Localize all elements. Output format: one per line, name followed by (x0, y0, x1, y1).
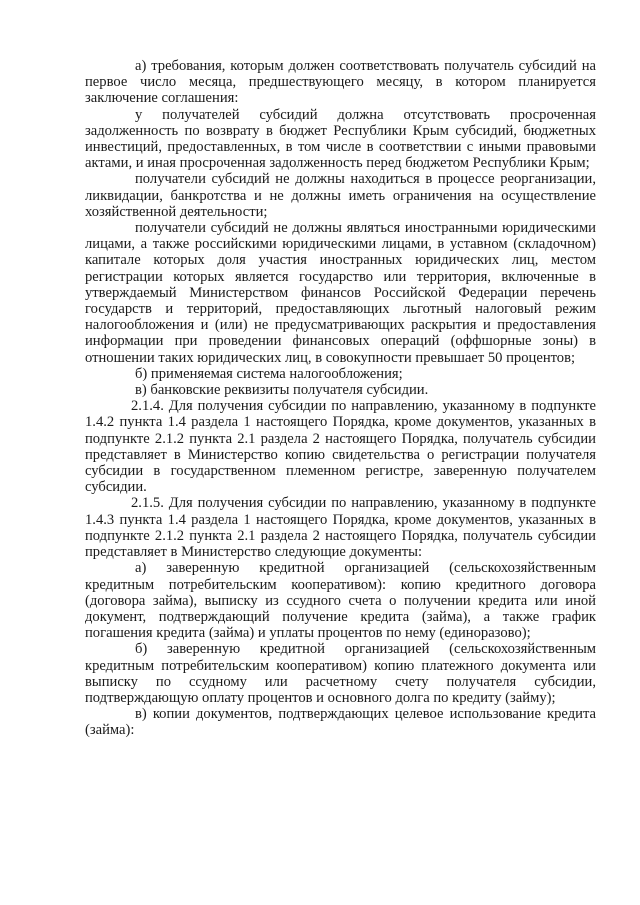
paragraph-bank-details: в) банковские реквизиты получателя субсидии. (135, 382, 429, 399)
paragraph-2-1-4: 2.1.4. Для получения субсидии по направлению, указанному в подпункте 1.4.2 пункта 1.4 раздела 1 настоящего Порядка, кроме документов, указанных в подпункте 2.1.2 пункта 2.1 раздела 2 настоящего Порядка, получатель субсидии представляет в Министерство копию свидетельства о регистрации получателя субсидии в государственном племенном регистре, заверенную получателем субсидии. (85, 398, 596, 496)
paragraph-item-b: б) заверенную кредитной организацией (сельскохозяйственным кредитным потребительским кооперативом) копию платежного документа или выписку по ссудному или расчетному счету получателя субсидии, подтверждающую оплату процентов и основного долга по кредиту (займу); (85, 641, 596, 706)
paragraph-no-overdue-debt: у получателей субсидий должна отсутствовать просроченная задолженность по возврату в бюджет Республики Крым субсидий, бюджетных инвестиций, предоставленных, в том числе в соответствии с иными правовыми актами, и иная просроченная задолженность перед бюджетом Республики Крым; (85, 106, 596, 172)
paragraph-requirements-intro: а) требования, которым должен соответствовать получатель субсидий на первое число месяца, предшествующего месяцу, в котором планируется заключение соглашения: (85, 58, 596, 107)
paragraph-item-v: в) копии документов, подтверждающих целевое использование кредита (займа): (85, 706, 596, 739)
paragraph-not-foreign-entity: получатели субсидий не должны являться иностранными юридическими лицами, а также российскими юридическими лицами, в уставном (складочном) капитале которых доля участия иностранных юридических лиц, местом регистрации которых является государство или территория, включенные в утверждаемый Министерством финансов Российской Федерации перечень государств и территорий, предоставляющих льготный налоговый режим налогообложения и (или) не предусматривающих раскрытия и предоставления информации при проведении финансовых операций (оффшорные зоны) в отношении таких юридических лиц, в совокупности превышает 50 процентов; (85, 220, 596, 366)
document-body (85, 58, 596, 739)
paragraph-tax-system: б) применяемая система налогообложения; (135, 365, 403, 382)
paragraph-item-a: а) заверенную кредитной организацией (сельскохозяйственным кредитным потребительским кооперативом): копию кредитного договора (договора займа), выписку из ссудного счета о получении кредита или иной документ, подтверждающий получение кредита (займа), а также график погашения кредита (займа) и уплаты процентов по нему (единоразово); (85, 560, 596, 642)
paragraph-2-1-5: 2.1.5. Для получения субсидии по направлению, указанному в подпункте 1.4.3 пункта 1.4 раздела 1 настоящего Порядка, кроме документов, указанных в подпункте 2.1.2 пункта 2.1 раздела 2 настоящего Порядка, получатель субсидии представляет в Министерство следующие документы: (85, 495, 596, 561)
paragraph-no-reorganization: получатели субсидий не должны находиться в процессе реорганизации, ликвидации, банкротства и не должны иметь ограничения на осуществление хозяйственной деятельности; (85, 171, 596, 220)
